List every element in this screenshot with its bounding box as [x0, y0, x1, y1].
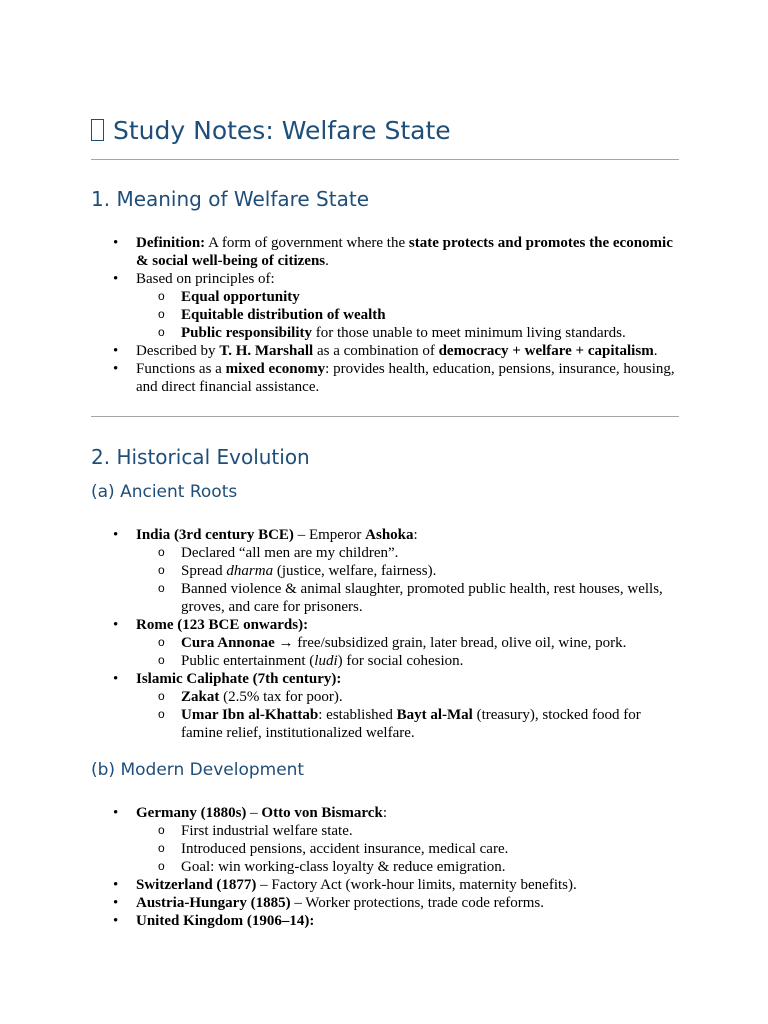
- list-item-austria-hungary: • Austria-Hungary (1885) – Worker protections, trade code reforms.: [91, 894, 679, 912]
- list-item-islamic-caliphate: • Islamic Caliphate (7th century):: [91, 670, 679, 688]
- sub-item: o Spread dharma (justice, welfare, fairness).: [91, 562, 679, 580]
- list-item-principles: • Based on principles of:: [91, 270, 679, 288]
- meaning-list: [91, 234, 679, 396]
- sub-item: o Banned violence & animal slaughter, promoted public health, rest houses, wells, groves, and care for prisoners.: [91, 580, 679, 616]
- page-title: Study Notes: Welfare State: [91, 114, 451, 148]
- sub-item: o Zakat (2.5% tax for poor).: [91, 688, 679, 706]
- sub-item: o Public entertainment (ludi) for social cohesion.: [91, 652, 679, 670]
- divider: [91, 159, 679, 160]
- sub-item: o Declared “all men are my children”.: [91, 544, 679, 562]
- list-item-marshall: • Described by T. H. Marshall as a combination of democracy + welfare + capitalism.: [91, 342, 679, 360]
- sub-item: o Goal: win working-class loyalty & reduce emigration.: [91, 858, 679, 876]
- list-item-mixed-economy: • Functions as a mixed economy: provides health, education, pensions, insurance, housing, and direct financial assistance.: [91, 360, 679, 396]
- section-heading-history: 2. Historical Evolution: [91, 445, 310, 469]
- subsection-heading-ancient: (a) Ancient Roots: [91, 482, 238, 502]
- sub-item: o Introduced pensions, accident insurance, medical care.: [91, 840, 679, 858]
- sub-item-principle: o Equitable distribution of wealth: [91, 306, 679, 324]
- list-item-united-kingdom: • United Kingdom (1906–14):: [91, 912, 679, 930]
- section-heading-meaning: 1. Meaning of Welfare State: [91, 187, 369, 211]
- list-item-rome: • Rome (123 BCE onwards):: [91, 616, 679, 634]
- list-item-switzerland: • Switzerland (1877) – Factory Act (work-hour limits, maternity benefits).: [91, 876, 679, 894]
- list-item-germany: • Germany (1880s) – Otto von Bismarck:: [91, 804, 679, 822]
- sub-item: o First industrial welfare state.: [91, 822, 679, 840]
- sub-item-principle: o Equal opportunity: [91, 288, 679, 306]
- sub-item-principle: o Public responsibility for those unable to meet minimum living standards.: [91, 324, 679, 342]
- modern-development-list: [91, 804, 679, 930]
- subsection-heading-modern: (b) Modern Development: [91, 760, 305, 780]
- sub-item: o Umar Ibn al-Khattab: established Bayt al-Mal (treasury), stocked food for famine relief, institutionalized welfare.: [91, 706, 679, 742]
- list-item-definition: • Definition: A form of government where the state protects and promotes the economic & social well-being of citizens.: [91, 234, 679, 270]
- arrow-icon: →: [274, 635, 298, 651]
- notebook-icon: [91, 119, 104, 141]
- ancient-roots-list: [91, 526, 679, 742]
- list-item-india: • India (3rd century BCE) – Emperor Ashoka:: [91, 526, 679, 544]
- divider: [91, 416, 679, 417]
- sub-item: o Cura Annonae → free/subsidized grain, later bread, olive oil, wine, pork.: [91, 634, 679, 652]
